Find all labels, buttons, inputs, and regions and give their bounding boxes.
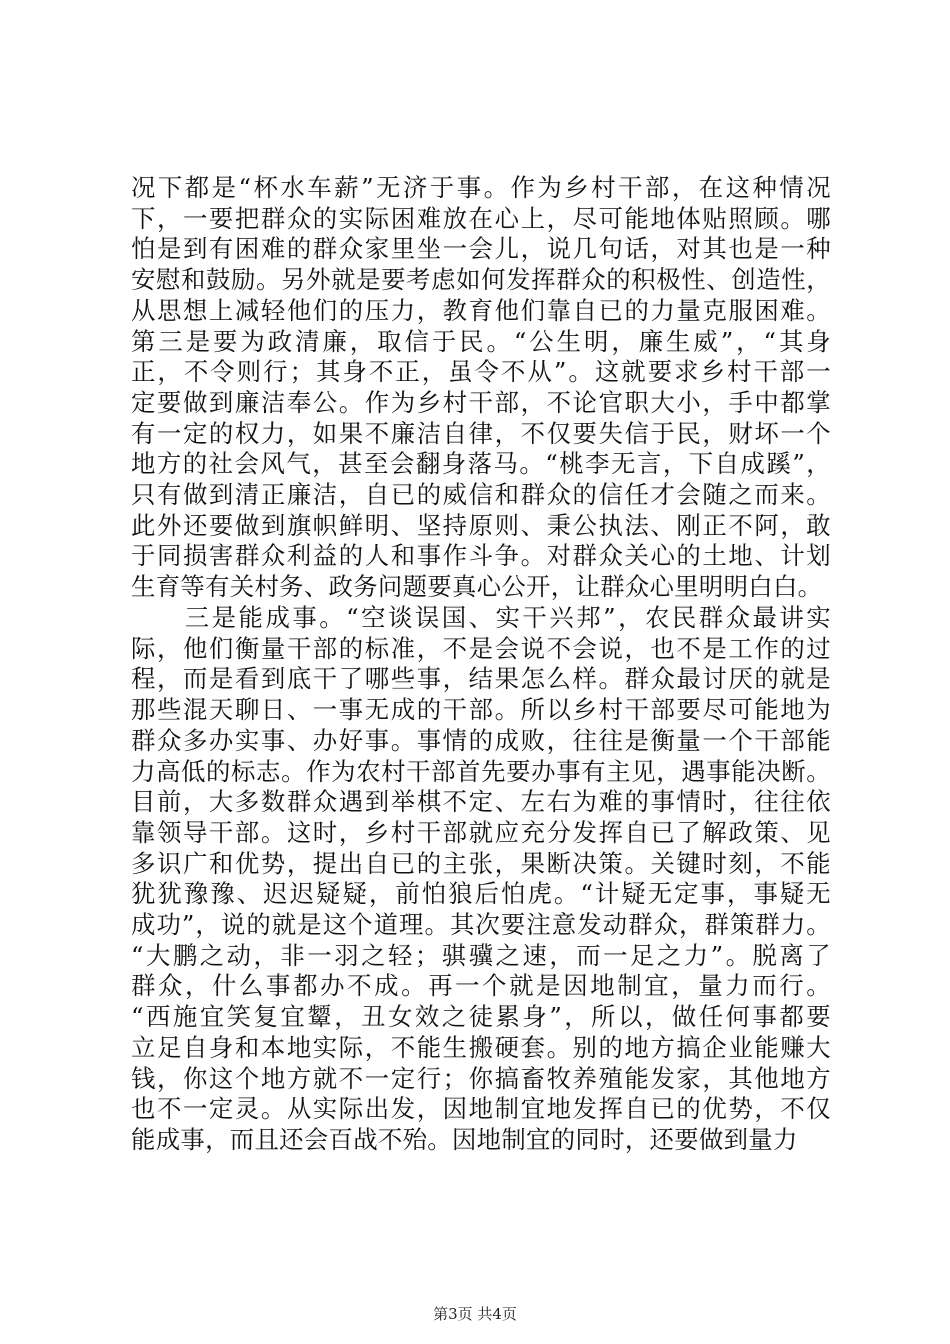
text-line: 正，不令则行；其身不正，虽令不从”。这就要求乡村干部一 (131, 357, 831, 387)
text-line: 怕是到有困难的群众家里坐一会儿，说几句话，对其也是一种 (131, 234, 831, 264)
text-line: 也不一定灵。从实际出发，因地制宜地发挥自已的优势，不仅 (131, 1094, 831, 1124)
text-line: 那些混天聊日、一事无成的干部。所以乡村干部要尽可能地为 (131, 695, 831, 725)
text-line: 钱，你这个地方就不一定行；你搞畜牧养殖能发家，其他地方 (131, 1063, 831, 1093)
text-line: 定要做到廉洁奉公。作为乡村干部，不论官职大小，手中都掌 (131, 387, 831, 417)
text-line: 靠领导干部。这时，乡村干部就应充分发挥自已了解政策、见 (131, 817, 831, 847)
text-line: 此外还要做到旗帜鲜明、坚持原则、秉公执法、刚正不阿，敢 (131, 510, 831, 540)
page-footer: 第3页 共4页 (433, 1305, 517, 1323)
text-line: 际，他们衡量干部的标准，不是会说不会说，也不是工作的过 (131, 633, 831, 663)
text-line: 立足自身和本地实际，不能生搬硬套。别的地方搞企业能赚大 (131, 1032, 831, 1062)
text-line: 况下都是“杯水车薪”无济于事。作为乡村干部，在这种情况 (131, 173, 831, 202)
paragraph-2 (131, 603, 831, 1156)
text-line: 程，而是看到底干了哪些事，结果怎么样。群众最讨厌的就是 (131, 664, 831, 694)
text-line: 目前，大多数群众遇到举棋不定、左右为难的事情时，往往依 (131, 787, 831, 817)
paragraph-1 (131, 173, 831, 603)
text-line: 安慰和鼓励。另外就是要考虑如何发挥群众的积极性、创造性， (131, 265, 831, 295)
text-line: 从思想上减轻他们的压力，教育他们靠自已的力量克服困难。 (131, 295, 831, 325)
text-line: 群众多办实事、办好事。事情的成败，往往是衡量一个干部能 (131, 725, 831, 755)
text-line: “西施宜笑复宜颦，丑女效之徒累身”，所以，做任何事都要 (131, 1002, 831, 1032)
text-line: 力高低的标志。作为农村干部首先要办事有主见，遇事能决断。 (131, 756, 831, 786)
text-line: 多识广和优势，提出自已的主张，果断决策。关键时刻，不能 (131, 848, 831, 878)
text-line: 有一定的权力，如果不廉洁自律，不仅要失信于民，财坏一个 (131, 418, 831, 448)
text-line: 下，一要把群众的实际困难放在心上，尽可能地体贴照顾。哪 (131, 203, 831, 233)
text-line: 第三是要为政清廉，取信于民。“公生明，廉生威”，“其身 (131, 326, 831, 356)
text-line: 犹犹豫豫、迟迟疑疑，前怕狼后怕虎。“计疑无定事，事疑无 (131, 879, 831, 909)
text-line: 于同损害群众利益的人和事作斗争。对群众关心的土地、计划 (131, 541, 831, 571)
text-line: 能成事，而且还会百战不殆。因地制宜的同时，还要做到量力 (131, 1124, 798, 1154)
text-line: 只有做到清正廉洁，自已的威信和群众的信任才会随之而来。 (131, 480, 831, 510)
text-line: 地方的社会风气，甚至会翻身落马。“桃李无言，下自成蹊”， (131, 449, 831, 479)
text-line: “大鹏之动，非一羽之轻；骐骥之速，而一足之力”。脱离了 (131, 940, 831, 970)
text-line: 成功”，说的就是这个道理。其次要注意发动群众，群策群力。 (131, 910, 831, 940)
text-line: 群众，什么事都办不成。再一个就是因地制宜，量力而行。 (131, 971, 831, 1001)
text-line: 三是能成事。“空谈误国、实干兴邦”，农民群众最讲实 (131, 603, 831, 632)
text-line: 生育等有关村务、政务问题要真心公开，让群众心里明明白白。 (131, 572, 823, 602)
